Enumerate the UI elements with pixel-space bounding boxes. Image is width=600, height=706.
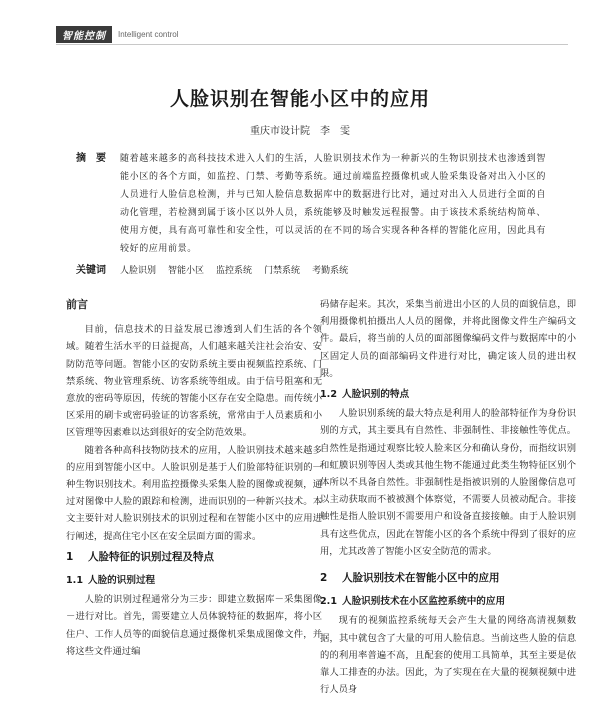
subsection-number: 1.1: [66, 575, 83, 587]
subsection-heading: [320, 593, 576, 610]
body-paragraph: 人脸识别系统的最大特点是利用人的脸部特征作为身份识别的方式，其主要具有自然性、非强制性、非接触性等优点。自然性是指通过观察比较人脸来区分和确认身份，而指纹识别和虹膜识别等因人类或其他生物不能通过此类生物特征区别个体所以不具备自然性。非强制性是指被识别的人脸图像信息可以主动获取而不被被测个体察觉，不需要人员被动配合。非接触性是指人脸识别不需要用户和设备直接接触。由于人脸识别具有这些优点，因此在智能小区的各个系统中得到了很好的应用，尤其改善了智能小区安全防范的需求。: [320, 408, 576, 557]
subsection-number: 2.1: [320, 596, 337, 608]
abstract-text: 随着越来越多的高科技技术进入人们的生活，人脸识别技术作为一种新兴的生物识别技术也渗透到智能小区的各个方面，如监控、门禁、考勤等系统。通过前端监控摄像机或人脸采集设备对出入小区的人员进行人脸信息检测，并与已知人脸信息数据库中的数据进行比对，通过对出入人员进行全面的自动化管理，若检测到属于该小区以外人员，系统能够及时触发远程报警。由于该技术系统结构简单、使用方便，具有高可靠性和安全性，可以灵活的在不同的场合实现各种各样的智能化应用，因此具有较好的应用前景。: [120, 154, 546, 254]
header-divider: [56, 44, 568, 45]
subsection-title: 人脸的识别过程: [88, 575, 156, 587]
right-column: [320, 296, 576, 698]
body-paragraph: 码储存起来。其次，采集当前进出小区的人员的面貌信息，即利用摄像机拍摄出人人员的图像，并将此图像文件生产编码文件。最后，将当前的人员的面部图像编码文件与数据库中的小区固定人员的面部编码文件进行对比，确定该人员的进出权限。: [320, 299, 576, 379]
article-author: 重庆市设计院 李 雯: [250, 126, 350, 137]
journal-header: [56, 26, 196, 42]
keyword-item: 门禁系统: [264, 266, 301, 276]
abstract-block: [76, 150, 546, 280]
abstract-label: 摘 要: [76, 153, 106, 164]
body-paragraph: 现有的视频监控系统每天会产生大量的网络高清视频数据，其中就包含了大量的可用人脸信息。当前这些人脸的信息的的利用率普遍不高，且配套的使用工具简单，其至主要是依靠人工排查的办法。因此，为了实现在在大量的视频视频中进行人员身: [320, 615, 576, 696]
body-paragraph: 目前，信息技术的日益发展已渗透到人们生活的各个领域。随着生活水平的日益提高，人们越来越关注社会治安、安防防范等问题。智能小区的安防系统主要由视频监控系统、门禁系统、物业管理系统、访客系统等组成。由于信号阻塞和无意放的密码等原因，传统的智能小区存在安全隐患。而传统小区采用的刷卡或密码验证的访客系统，常常由于人员素质和小区管理等因素难以达到很好的安全防范效果。: [66, 324, 322, 439]
section-number: 1: [66, 550, 74, 563]
subsection-title: 人脸识别的特点: [342, 389, 410, 401]
section-number: 2: [320, 572, 328, 585]
intro-heading: 前言: [66, 298, 88, 311]
section-heading: [66, 549, 322, 566]
subsection-heading: [320, 386, 576, 403]
body-paragraph: 人脸的识别过程通常分为三步：即建立数据库－采集图像－进行对比。首先，需要建立人员体貌特征的数据库，将小区住户、工作人员等的面貌信息通过摄像机采集成图像文件，并将这些文件通过编: [66, 594, 322, 657]
article-title: 人脸识别在智能小区中的应用: [169, 88, 430, 110]
keyword-item: 人脸识别: [120, 266, 157, 276]
section-title: 人脸识别技术在智能小区中的应用: [342, 572, 500, 585]
section-heading: [320, 570, 576, 587]
keyword-item: 考勤系统: [312, 266, 349, 276]
keyword-item: 监控系统: [216, 266, 253, 276]
keywords-row: [76, 262, 546, 280]
subsection-heading: [66, 572, 322, 589]
keywords-label: 关键词: [76, 265, 106, 276]
body-paragraph: 随着各种高科技物防技术的应用，人脸识别技术越来越多的应用到智能小区中。人脸识别是基于人们脸部特征识别的一种生物识别技术。利用监控摄像头采集人脸的图像或视频，通过对图像中人脸的跟踪和检测，进而识别的一种新兴技术。本文主要针对人脸识别技术的识别过程和在智能小区中的应用进行阐述，提高住宅小区在安全层面方面的需求。: [66, 444, 322, 542]
subsection-number: 1.2: [320, 389, 337, 401]
keyword-item: 智能小区: [168, 266, 205, 276]
subsection-title: 人脸识别技术在小区监控系统中的应用: [342, 596, 506, 608]
journal-section-subtitle: Intelligent control: [118, 29, 179, 39]
section-title: 人脸特征的识别过程及特点: [88, 550, 214, 563]
left-column: [66, 296, 322, 660]
journal-section-tag: 智能控制: [56, 26, 112, 43]
